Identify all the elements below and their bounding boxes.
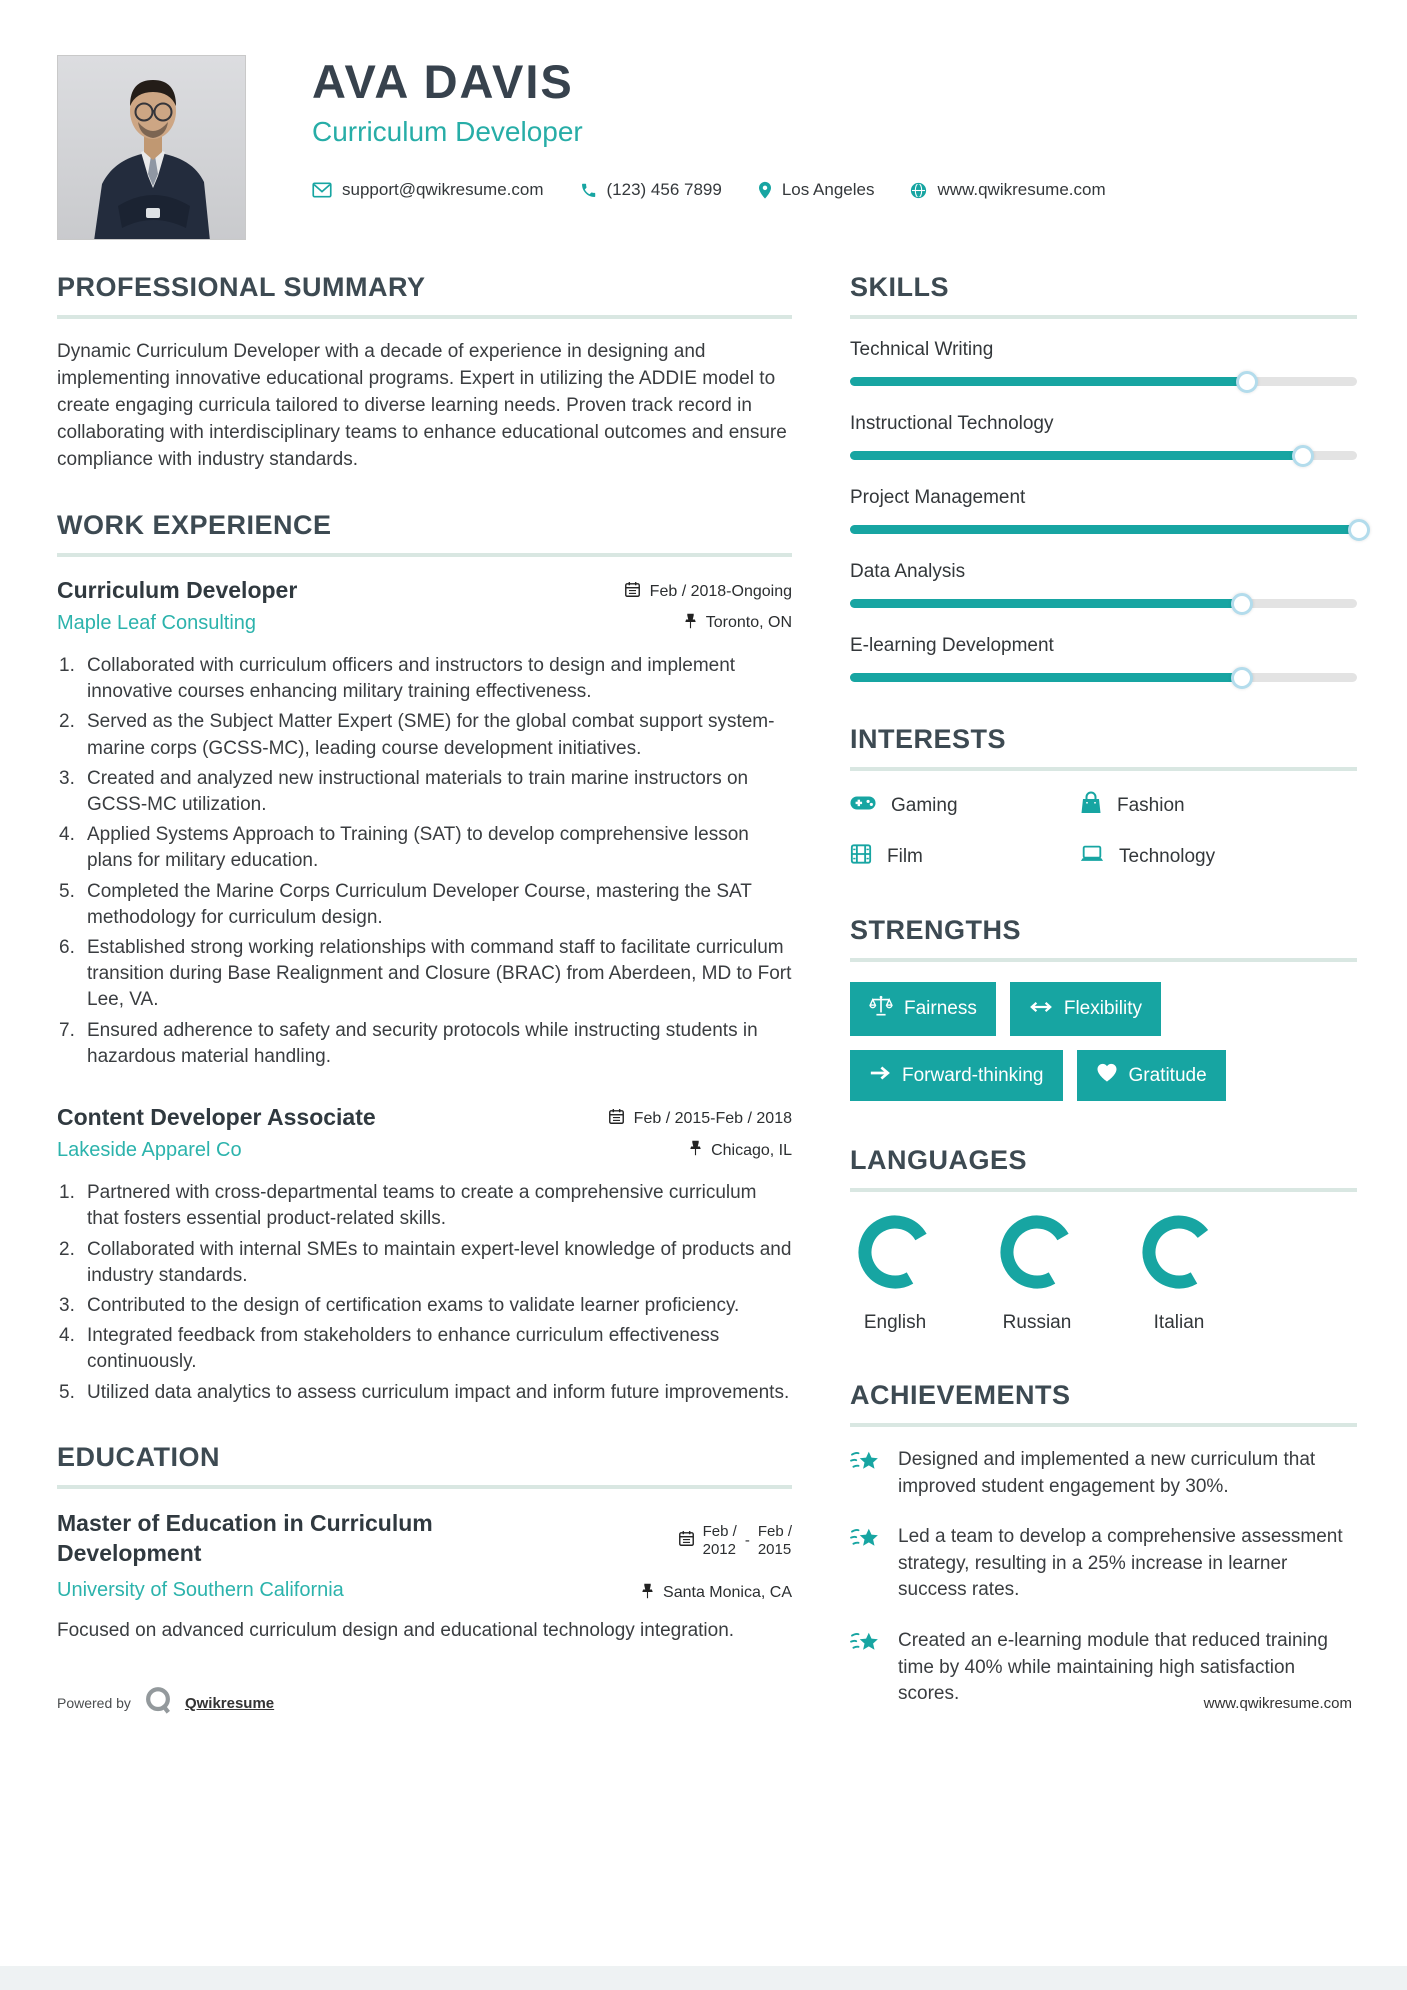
education-date-end: Feb / 2015: [757, 1522, 792, 1558]
education-date-separator: -: [744, 1532, 750, 1550]
strength-label: Fairness: [904, 998, 977, 1019]
language-ring: [855, 1212, 935, 1292]
contact-website-text: www.qwikresume.com: [937, 180, 1106, 200]
slider-knob: [1292, 445, 1314, 467]
achievement-item: [850, 1628, 1357, 1708]
interest-film: [850, 843, 1080, 871]
skills-heading: SKILLS: [850, 272, 1357, 319]
section-education: [57, 1442, 792, 1645]
qwikresume-link[interactable]: Qwikresume: [184, 1694, 275, 1712]
bullet: Utilized data analytics to assess curriculum impact and inform future improvements.: [87, 1381, 790, 1403]
language-label: Russian: [1002, 1312, 1072, 1333]
skill-label: Data Analysis: [850, 561, 966, 582]
achievement-text: Led a team to develop a comprehensive assessment strategy, resulting in a 25% increase in learner success rates.: [898, 1526, 1343, 1601]
bullet: Applied Systems Approach to Training (SAT) to develop comprehensive lesson plans for military education.: [87, 824, 749, 872]
section-interests: [850, 724, 1357, 871]
education-location-text: Santa Monica, CA: [663, 1584, 792, 1602]
contact-phone[interactable]: [580, 180, 722, 200]
interest-label: Fashion: [1117, 795, 1185, 816]
header: [57, 55, 1357, 240]
job-entry: [57, 1104, 792, 1406]
skill-slider: [850, 377, 1357, 386]
strength-label: Gratitude: [1128, 1064, 1207, 1086]
header-text: [312, 55, 1106, 200]
bullet: Integrated feedback from stakeholders to enhance curriculum effectiveness continuously.: [87, 1325, 720, 1373]
skill-slider: [850, 599, 1357, 608]
calendar-icon: [678, 1530, 695, 1551]
strength-flexibility: [1010, 982, 1161, 1036]
job-location-1: [684, 613, 792, 634]
heart-icon: [1096, 1063, 1118, 1088]
pushpin-icon: [689, 1140, 702, 1161]
skill-slider: [850, 451, 1357, 460]
bullet: Collaborated with curriculum officers and instructors to design and implement innovative courses enhancing military training effectiveness.: [87, 654, 736, 703]
bullet: Completed the Marine Corps Curriculum Developer Course, mastering the SAT methodology for curriculum design.: [87, 880, 752, 928]
qwikresume-q-logo: [143, 1685, 173, 1722]
job-title-1: Curriculum Developer: [57, 576, 298, 603]
bullet: Collaborated with internal SMEs to maintain expert-level knowledge of products and industry standards.: [87, 1238, 792, 1286]
strength-label: Forward-thinking: [902, 1064, 1044, 1086]
skill-row: [850, 487, 1357, 534]
powered-by-label: Powered by: [57, 1695, 131, 1712]
job-dates-1: [624, 581, 792, 603]
slider-knob: [1231, 593, 1253, 615]
skill-label: E-learning Development: [850, 635, 1054, 656]
laptop-icon: [1080, 844, 1104, 870]
interest-technology: [1080, 843, 1357, 871]
page-bottom-strip: [0, 1966, 1407, 1990]
section-work-experience: [57, 510, 792, 1406]
bullet: Ensured adherence to safety and security protocols while instructing students in hazardous material handling.: [87, 1019, 758, 1067]
education-date-start: Feb / 2012: [702, 1522, 737, 1558]
strength-label: Flexibility: [1063, 998, 1142, 1019]
job-location-2: [689, 1140, 792, 1161]
achievement-text: Designed and implemented a new curriculum that improved student engagement by 30%.: [898, 1449, 1316, 1497]
job-bullets-1: [57, 653, 792, 1070]
achievement-item: [850, 1524, 1357, 1604]
language-label: English: [863, 1312, 927, 1333]
section-languages: [850, 1145, 1357, 1334]
profile-photo-illustration: [58, 56, 246, 240]
strength-fairness: [850, 982, 996, 1036]
calendar-icon: [624, 581, 641, 603]
skill-label: Project Management: [850, 487, 1026, 508]
pushpin-icon: [684, 613, 697, 634]
education-description: Focused on advanced curriculum design and educational technology integration.: [57, 1619, 735, 1641]
bullet: Established strong working relationships with command staff to facilitate curriculum transition during Base Realignment and Closure (BRAC) from Aberdeen, MD to Fort Lee, VA.: [87, 937, 792, 1011]
interests-heading: INTERESTS: [850, 724, 1357, 771]
work-experience-heading: WORK EXPERIENCE: [57, 510, 792, 557]
job-dates-2: [608, 1108, 792, 1130]
bullet: Served as the Subject Matter Expert (SME) for the global combat support system-marine corps (GCSS-MC), leading course development initiatives.: [87, 711, 775, 759]
main-columns: [57, 272, 1357, 1722]
interest-label: Technology: [1119, 846, 1216, 867]
job-company-2: Lakeside Apparel Co: [57, 1139, 242, 1162]
balance-scale-icon: [869, 995, 893, 1023]
right-column: [850, 272, 1357, 1722]
section-skills: [850, 272, 1357, 682]
job-entry: [57, 577, 792, 1070]
job-title-2: Content Developer Associate: [57, 1104, 376, 1131]
shopping-bag-icon: [1080, 791, 1102, 821]
contact-row: [312, 180, 1106, 200]
language-russian: [992, 1212, 1082, 1334]
interest-fashion: [1080, 791, 1357, 821]
strength-forward-thinking: [850, 1050, 1063, 1101]
strengths-heading: STRENGTHS: [850, 915, 1357, 962]
skill-label: Technical Writing: [850, 339, 994, 360]
job-bullets-2: [57, 1180, 792, 1406]
slider-knob: [1231, 667, 1253, 689]
interest-gaming: [850, 791, 1080, 821]
shooting-star-icon: [850, 1447, 882, 1500]
footer-site-url: www.qwikresume.com: [1203, 1694, 1352, 1712]
contact-phone-text: (123) 456 7899: [606, 180, 722, 200]
envelope-icon: [312, 182, 332, 198]
summary-text: Dynamic Curriculum Developer with a decade of experience in designing and implementing innovative educational programs. Expert in utilizing the ADDIE model to create engaging curricula tailored to diverse learning needs. Proven track record in collaborating with interdisciplinary teams to enhance educational outcomes and ensure compliance with industry standards.: [57, 341, 787, 470]
slider-knob: [1236, 371, 1258, 393]
shooting-star-icon: [850, 1524, 882, 1604]
job-dates-text-2: Feb / 2015-Feb / 2018: [633, 1110, 792, 1128]
education-dates: [678, 1513, 792, 1569]
skill-row: [850, 339, 1357, 386]
slider-knob: [1348, 519, 1370, 541]
education-heading: EDUCATION: [57, 1442, 792, 1489]
achievement-text: Created an e-learning module that reduced training time by 40% while maintaining high satisfaction scores.: [898, 1629, 1328, 1705]
section-professional-summary: [57, 272, 792, 474]
pushpin-icon: [641, 1583, 654, 1604]
section-strengths: [850, 915, 1357, 1101]
job-company-1: Maple Leaf Consulting: [57, 611, 257, 634]
skill-row: [850, 561, 1357, 608]
phone-icon: [580, 182, 597, 199]
powered-by: [57, 1685, 274, 1722]
education-location: [641, 1583, 792, 1604]
achievements-heading: ACHIEVEMENTS: [850, 1380, 1357, 1427]
contact-email-text: support@qwikresume.com: [342, 180, 544, 200]
skill-slider: [850, 525, 1357, 534]
bullet: Created and analyzed new instructional materials to train marine instructors on GCSS-MC utilization.: [87, 767, 749, 815]
education-school: University of Southern California: [57, 1578, 344, 1601]
right-arrow-icon: [869, 1065, 891, 1087]
skill-row: [850, 635, 1357, 682]
profile-photo: [57, 55, 246, 240]
contact-email[interactable]: [312, 180, 544, 200]
language-english: [850, 1212, 940, 1334]
language-ring: [997, 1212, 1077, 1292]
strength-gratitude: [1077, 1050, 1226, 1101]
job-dates-text-1: Feb / 2018-Ongoing: [649, 582, 792, 600]
language-italian: [1134, 1212, 1224, 1334]
section-achievements: [850, 1380, 1357, 1708]
summary-heading: PROFESSIONAL SUMMARY: [57, 272, 792, 319]
calendar-icon: [608, 1108, 625, 1130]
globe-icon: [910, 182, 927, 199]
achievement-item: [850, 1447, 1357, 1500]
shooting-star-icon: [850, 1628, 882, 1708]
gamepad-icon: [850, 794, 876, 818]
contact-location-text: Los Angeles: [781, 180, 875, 200]
job-title: Curriculum Developer: [312, 116, 583, 148]
job-location-text-2: Chicago, IL: [711, 1141, 792, 1159]
map-pin-icon: [758, 181, 772, 199]
name: AVA DAVIS: [312, 55, 574, 108]
left-right-arrow-icon: [1029, 998, 1053, 1020]
bullet: Partnered with cross-departmental teams to create a comprehensive curriculum that fosters essential product-related skills.: [87, 1182, 757, 1230]
language-label: Italian: [1153, 1312, 1205, 1333]
interest-label: Gaming: [891, 795, 958, 816]
languages-heading: LANGUAGES: [850, 1145, 1357, 1192]
skill-slider: [850, 673, 1357, 682]
contact-location: [758, 180, 875, 200]
interest-label: Film: [887, 846, 923, 867]
language-ring: [1139, 1212, 1219, 1292]
education-degree: Master of Education in Curriculum Development: [57, 1509, 433, 1566]
job-location-text-1: Toronto, ON: [705, 614, 792, 632]
bullet: Contributed to the design of certification exams to validate learner proficiency.: [87, 1295, 740, 1316]
contact-website[interactable]: [910, 180, 1105, 200]
skill-label: Instructional Technology: [850, 413, 1054, 434]
skill-row: [850, 413, 1357, 460]
film-icon: [850, 843, 872, 871]
